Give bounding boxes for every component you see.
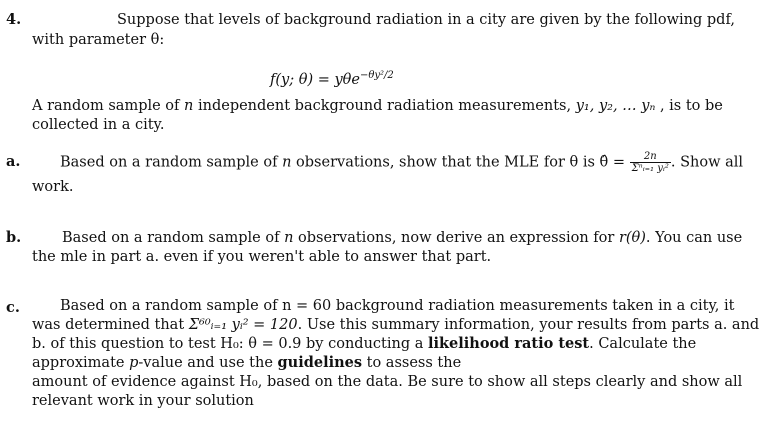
part-b-text-c: . You can use — [645, 230, 743, 246]
mle-fraction-numerator: 2n — [630, 151, 671, 163]
sample-vars: y₁, y₂, … yₙ — [575, 98, 656, 114]
part-c-line-2-a: was determined that — [32, 317, 189, 333]
part-b-line-2: the mle in part a. even if you weren't able to answer that part. — [32, 249, 492, 265]
sample-text-a: A random sample of — [32, 98, 185, 114]
intro-line-1: Suppose that levels of background radiation in a city are given by the following pdf, — [117, 12, 735, 28]
part-c-sum: Σ⁶⁰ᵢ₌₁ yᵢ² = 120 — [188, 317, 298, 333]
sample-text-b: independent background radiation measurements, — [193, 98, 576, 114]
part-a-text-b: observations, show that the MLE for θ is θ̂ = — [291, 154, 630, 171]
part-c-line-2 — [32, 316, 759, 334]
pdf-formula — [270, 67, 394, 89]
part-b-text-b: observations, now derive an expression for — [293, 230, 619, 246]
part-b-text-a: Based on a random sample of — [62, 230, 285, 246]
sample-n: n — [184, 98, 194, 114]
part-c-line-4-c: to assess the — [362, 355, 462, 371]
part-b-n: n — [284, 230, 294, 246]
part-c-line-5: amount of evidence against H₀, based on the data. Be sure to show all steps clearly and show all — [32, 374, 743, 390]
pdf-formula-base: f(y; θ) = yθe — [270, 72, 360, 88]
likelihood-ratio-test-label: likelihood ratio test — [427, 335, 590, 352]
part-c-p: p — [129, 355, 139, 371]
sample-line-1 — [32, 97, 723, 115]
mle-fraction-denominator: Σⁿᵢ₌₁ yᵢ² — [631, 163, 669, 174]
part-c-line-3-a: b. of this question to test H₀: θ = 0.9 by conducting a — [32, 336, 428, 352]
part-c-line-3 — [32, 335, 696, 353]
mle-fraction — [630, 151, 671, 174]
part-c-line-6: relevant work in your solution — [32, 393, 254, 409]
part-a-text-c: . Show all — [670, 154, 744, 171]
part-c-line-4-b: -value and use the — [138, 355, 278, 371]
part-c-line-4 — [32, 354, 461, 372]
guidelines-label: guidelines — [277, 354, 363, 371]
part-c-line-4-a: approximate — [32, 355, 130, 371]
part-b-expression: r(θ) — [618, 230, 646, 246]
part-c-label: c. — [6, 299, 20, 316]
part-a-n: n — [282, 154, 292, 171]
sample-text-c: , is to be — [655, 98, 723, 114]
part-a-label: a. — [6, 153, 21, 170]
part-b-line-1 — [62, 229, 742, 247]
part-c-line-1: Based on a random sample of n = 60 background radiation measurements taken in a city, it — [60, 298, 735, 314]
question-number: 4. — [6, 11, 22, 28]
intro-line-2: with parameter θ: — [32, 32, 165, 48]
pdf-formula-exponent: −θy²/2 — [359, 70, 394, 81]
part-c-line-2-b: . Use this summary information, your results from parts a. and — [297, 317, 759, 333]
sample-line-2: collected in a city. — [32, 117, 165, 133]
part-c-line-3-b: . Calculate the — [589, 336, 697, 352]
part-a-line-1 — [60, 151, 743, 174]
part-a-text-a: Based on a random sample of — [60, 154, 283, 171]
part-b-label: b. — [6, 229, 22, 246]
part-a-line-2: work. — [32, 179, 74, 195]
